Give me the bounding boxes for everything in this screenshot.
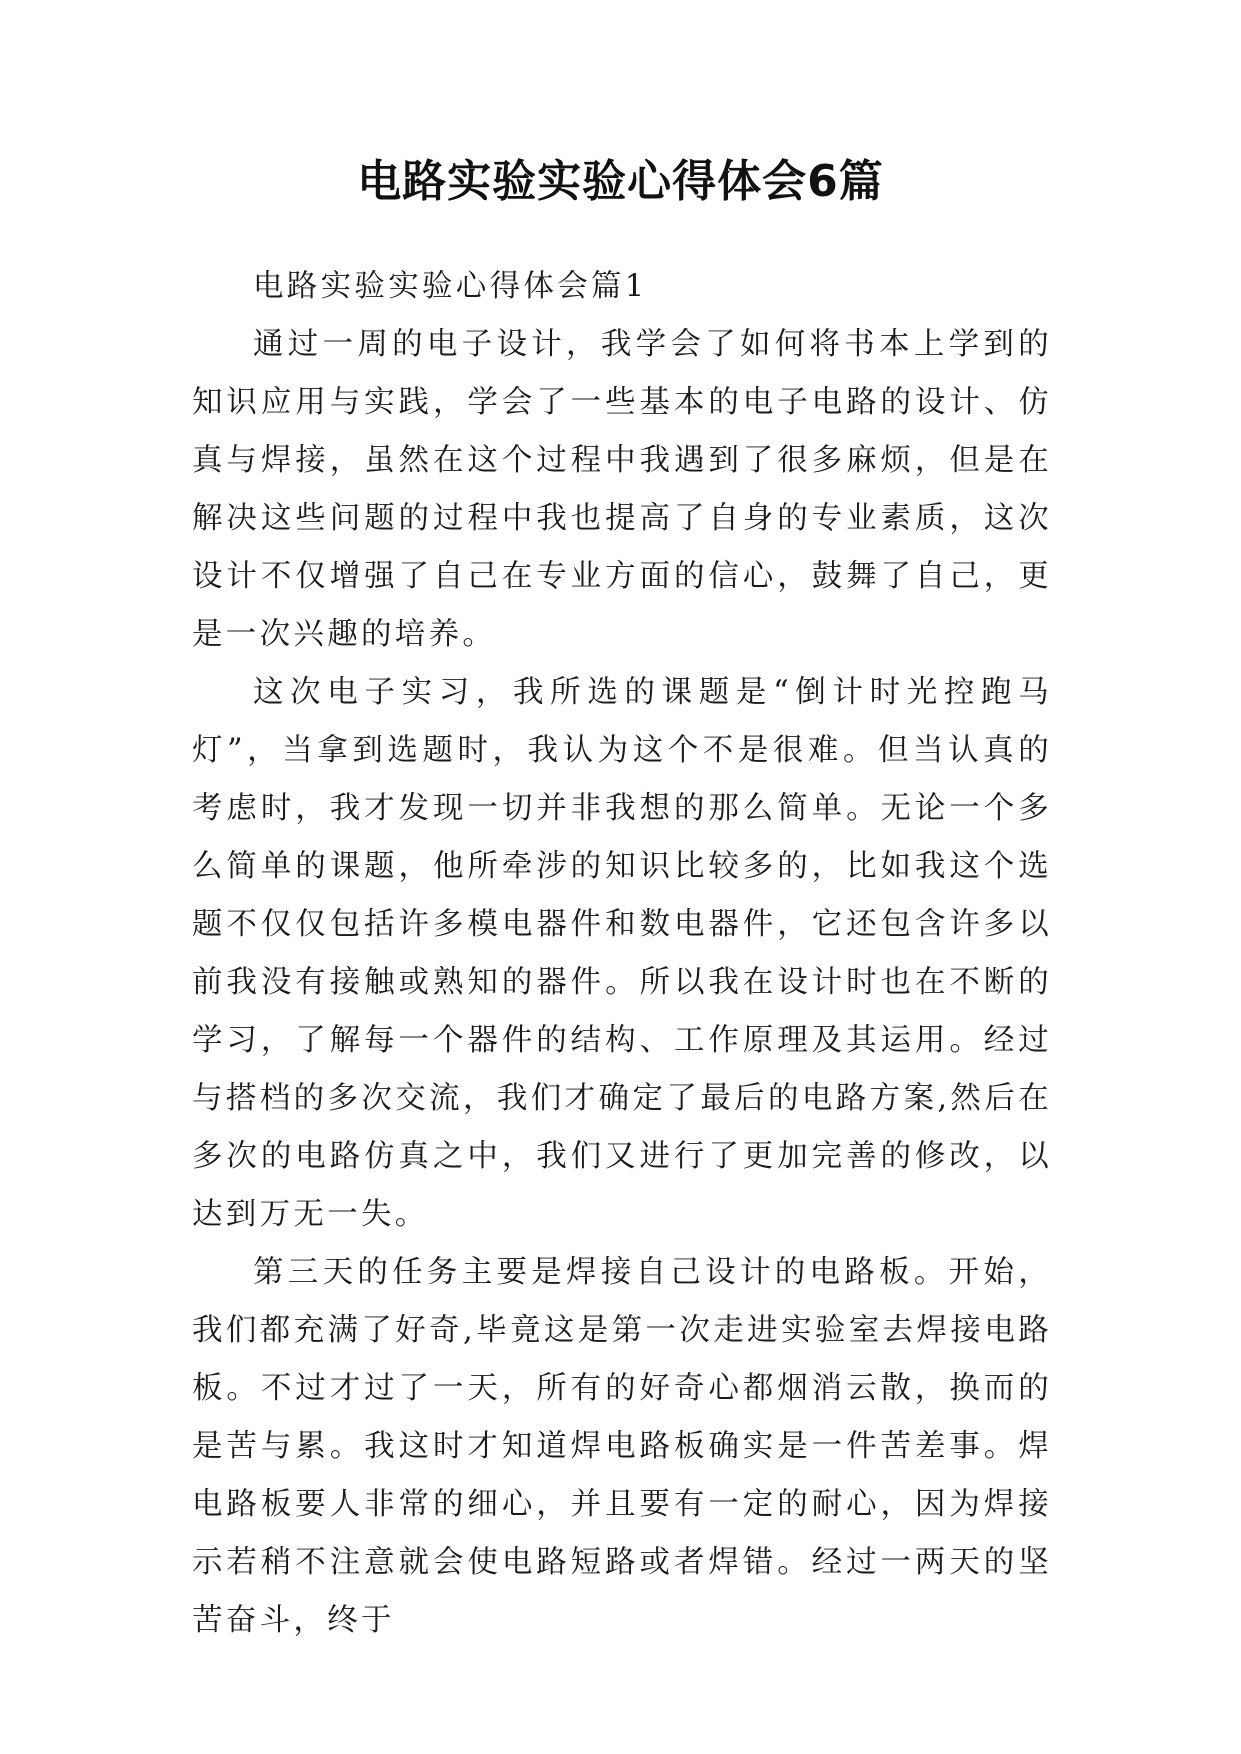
paragraph-2: 这次电子实习，我所选的课题是“倒计时光控跑马灯”，当拿到选题时，我认为这个不是很难。但当认真的考虑时，我才发现一切并非我想的那么简单。无论一个多么简单的课题，他所牵涉的知识比较多的，比如我这个选题不仅仅包括许多模电器件和数电器件，它还包含许多以前我没有接触或熟知的器件。所以我在设计时也在不断的学习，了解每一个器件的结构、工作原理及其运用。经过与搭档的多次交流，我们才确定了最后的电路方案,然后在多次的电路仿真之中，我们又进行了更加完善的修改，以达到万无一失。 [192, 675, 1052, 1232]
document-body [192, 258, 1052, 1650]
paragraph-3: 第三天的任务主要是焊接自己设计的电路板。开始，我们都充满了好奇,毕竟这是第一次走进实验室去焊接电路板。不过才过了一天，所有的好奇心都烟消云散，换而的是苦与累。我这时才知道焊电路板确实是一件苦差事。焊电路板要人非常的细心，并且要有一定的耐心，因为焊接示若稍不注意就会使电路短路或者焊错。经过一两天的坚苦奋斗，终于 [192, 1255, 1052, 1638]
document-title: 电路实验实验心得体会6篇 [357, 156, 884, 207]
paragraph-1: 通过一周的电子设计，我学会了如何将书本上学到的知识应用与实践，学会了一些基本的电子电路的设计、仿真与焊接，虽然在这个过程中我遇到了很多麻烦，但是在解决这些问题的过程中我也提高了自身的专业素质，这次设计不仅增强了自己在专业方面的信心，鼓舞了自己，更是一次兴趣的培养。 [192, 327, 1052, 652]
section-heading: 电路实验实验心得体会篇1 [253, 269, 648, 304]
